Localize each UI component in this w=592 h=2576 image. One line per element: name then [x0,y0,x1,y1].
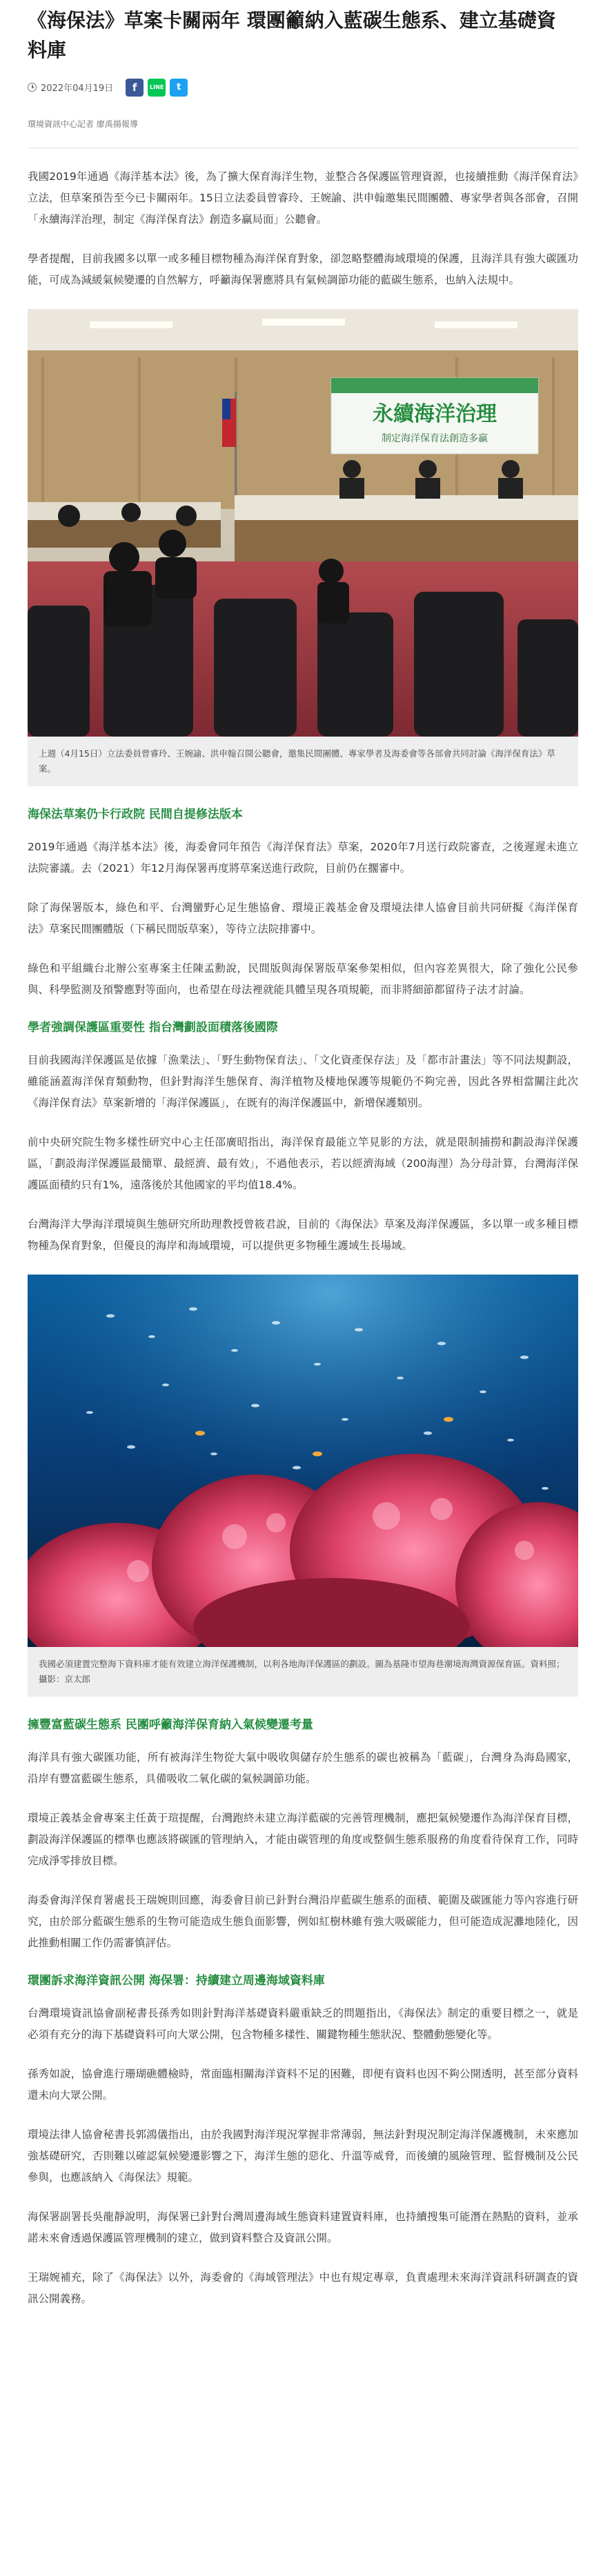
paragraph: 綠色和平組織台北辦公室專案主任陳孟勳說，民間版與海保署版草案參架相似，但內容差異很大，除了強化公民參與、科學監測及預警應對等面向，也希望在母法裡就能具體呈現各項規範，而非將細節都留待子法才討論。 [28,961,578,996]
paragraph: 2019年通過《海洋基本法》後，海委會同年預告《海洋保育法》草案，2020年7月送行政院審查，之後遲遲未進立法院審議。去（2021）年12月海保署再度將草案送進行政院，目前仍在擱審中。 [28,840,578,875]
article-title: 《海保法》草案卡關兩年 環團籲納入藍碳生態系、建立基礎資料庫 [28,9,556,62]
figure-coral [28,1275,578,1697]
publish-date: 2022年04月19日 [41,83,114,94]
section-heading: 學者強調保護區重要性 指台灣劃設面積落後國際 [28,1020,278,1035]
paragraph: 除了海保署版本，綠色和平、台灣蠻野心足生態協會、環境正義基金會及環境法律人協會目前共同研擬《海洋保育法》草案民間團體版（下稱民間版草案），等待立法院排審中。 [28,901,578,935]
paragraph: 海保署副署長吳龍靜說明，海保署已針對台灣周邊海域生態資料建置資料庫，也持續搜集可能潛在熱點的資料，並承諾未來會透過保護區管理機制的建立，做到資料整合及資訊公開。 [28,2210,578,2245]
date-wrap [28,81,113,94]
clock-icon [28,83,37,92]
photo-caption: 上週（4月15日）立法委員曾睿玲、王婉諭、洪申翰召開公聽會，邀集民間團體、專家學者及海委會等各部會共同討論《海洋保育法》草案。 [28,737,578,786]
paragraph: 環境法律人協會秘書長郭鴻儀指出，由於我國對海洋現況掌握非常薄弱，無法針對現況制定海洋保護機制，未來應加強基礎研究，否則難以確認氣候變遷影響之下，海洋生態的惡化、升溫等威脅，而後續的風險管理、監督機制及公民參與，也應該納入《海保法》規範。 [28,2128,578,2184]
paragraph: 孫秀如說，協會進行珊瑚礁體檢時，常面臨相關海洋資料不足的困難，即便有資料也因不夠公開透明，甚至部分資料還未向大眾公開。 [28,2068,578,2102]
paragraph: 海洋具有強大碳匯功能，所有被海洋生物從大氣中吸收與儲存於生態系的碳也被稱為「藍碳」，台灣身為海島國家，沿岸有豐富藍碳生態系，具備吸收二氧化碳的氣候調節功能。 [28,1750,578,1785]
paragraph: 台灣環境資訊協會副秘書長孫秀如則針對海洋基礎資料嚴重缺乏的問題指出，《海保法》制定的重要目標之一，就是必須有充分的海下基礎資料可向大眾公開，包含物種多樣性、關鍵物種生態狀況、整體動態變化等。 [28,2007,578,2041]
hearing-photo [28,309,578,737]
coral-reef-photo [28,1275,578,1647]
banner-title: 永續海洋治理 [373,401,497,426]
meta-row [28,78,578,97]
paragraph: 前中央研究院生物多樣性研究中心主任邵廣昭指出，海洋保育最能立竿見影的方法，就是限制捕撈和劃設海洋保護區，「劃設海洋保護區最簡單、最經濟、最有效」，不過他表示，若以經濟海域（200海浬）為分母計算，台灣海洋保護區面積約只有1%，遠落後於其他國家的平均值18.4%。 [28,1135,578,1191]
figure-hearing [28,309,578,786]
byline: 環境資訊中心記者 廖禹揚報導 [28,119,138,129]
paragraph: 台灣海洋大學海洋環境與生態研究所助理教授曾筱君說，目前的《海保法》草案及海洋保護區，多以單一或多種目標物種為保育對象，但優良的海岸和海域環境，可以提供更多物種生護域生長場域。 [28,1217,578,1252]
twitter-share-icon[interactable]: t [170,79,188,97]
facebook-share-icon[interactable]: f [126,79,144,97]
share-bar [126,79,188,97]
paragraph: 環境正義基金會專案主任黃于瑄提醒，台灣跑終未建立海洋藍碳的完善管理機制，應把氣候變遷作為海洋保育目標，劃設海洋保護區的標準也應該將碳匯的管理納入，才能由碳管理的角度或整個生態系服務的角度看待保育工作，同時完成淨零排放目標。 [28,1811,578,1867]
paragraph: 海委會海洋保育署處長王瑞婉則回應，海委會目前已針對台灣沿岸藍碳生態系的面積、範圍及碳匯能力等內容進行研究，由於部分藍碳生態系的生物可能造成生態負面影響，例如紅樹林雖有強大吸碳能力，但可能造成泥灘地陸化，因此推動相關工作仍需審慎評估。 [28,1893,578,1949]
banner-subtitle: 制定海洋保育法創造多贏 [382,432,488,444]
paragraph: 王瑞婉補充，除了《海保法》以外，海委會的《海域管理法》中也有規定專章，負責處理未來海洋資訊科研調查的資訊公開義務。 [28,2271,578,2306]
paragraph: 我國2019年通過《海洋基本法》後，為了擴大保育海洋生物，並整合各保護區管理資源，也接續推動《海洋保育法》立法，但草案預告至今已卡關兩年。15日立法委員曾睿玲、王婉諭、洪申翰邀集民間團體、專家學者與各部會，召開「永續海洋治理，制定《海洋保育法》創造多贏局面」公聽會。 [28,170,578,226]
section-heading: 擁豐富藍碳生態系 民團呼籲海洋保育納入氣候變遷考量 [28,1717,313,1732]
paragraph: 目前我國海洋保護區是依據「漁業法」、「野生動物保育法」、「文化資產保存法」及「都市計畫法」等不同法規劃設，雖能涵蓋海洋保育類動物，但針對海洋生態保育、海洋植物及棲地保護等規範仍不夠完善，因此各界相當關注此次《海洋保育法》草案新增的「海洋保護區」，在既有的海洋保護區中，新增保護類別。 [28,1053,578,1109]
photo-caption: 我國必須建置完整海下資料庫才能有效建立海洋保護機制，以利各地海洋保護區的劃設。圖為基隆市望海巷潮境海灣資源保育區。資料照；攝影：京太郎 [28,1647,578,1697]
section-heading: 環團訴求海洋資訊公開 海保署：持續建立周邊海域資料庫 [28,1973,325,1988]
section-heading: 海保法草案仍卡行政院 民間自提修法版本 [28,807,243,821]
paragraph: 學者提醒，目前我國多以單一或多種目標物種為海洋保育對象，卻忽略整體海域環境的保護，且海洋具有強大碳匯功能，可成為減緩氣候變遷的自然解方，呼籲海保署應將具有氣候調節功能的藍碳生態系，也納入法規中。 [28,252,578,286]
line-share-icon[interactable]: LINE [148,79,166,97]
